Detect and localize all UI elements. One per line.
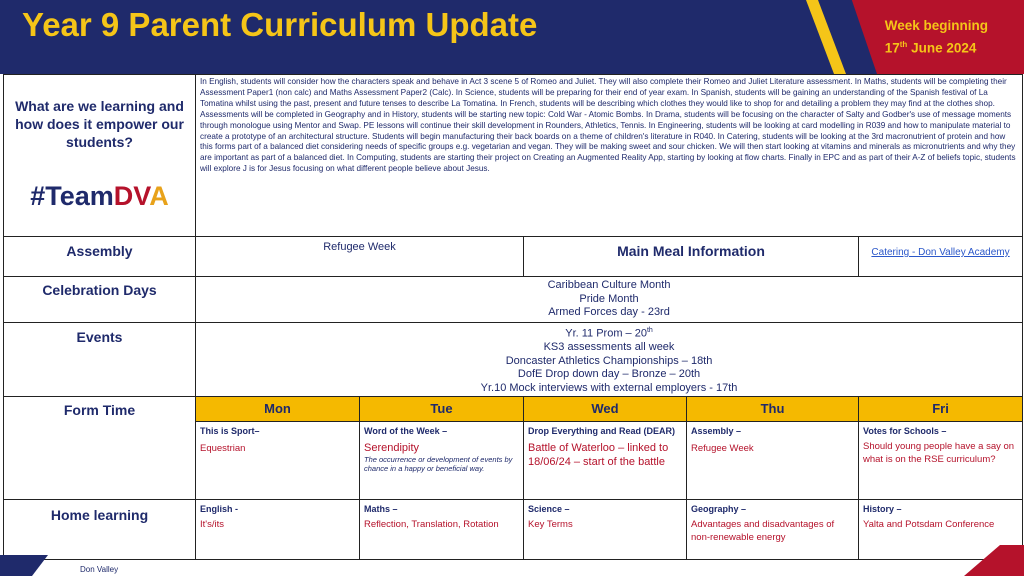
celebration-item: Pride Month [579, 292, 639, 305]
cell-body: Battle of Waterloo – linked to 18/06/24 – start of the battle [528, 442, 669, 468]
meal-label: Main Meal Information [524, 237, 859, 277]
week-beginning-label: Week beginning [884, 18, 988, 33]
event-item: KS3 assessments all week [543, 341, 675, 354]
cell-body: Advantages and disadvantages of non-renewable energy [691, 519, 835, 543]
assembly-row [4, 237, 1023, 277]
learning-row [4, 75, 1023, 237]
week-beginning [885, 16, 988, 58]
cell-title: English - [200, 504, 238, 514]
form-time-mon [196, 422, 360, 500]
footer-label: Don Valley [80, 565, 119, 574]
cell-title: Assembly – [691, 426, 742, 436]
cell-body: Serendipity [364, 442, 420, 454]
day-mon: Mon [196, 397, 360, 422]
celebration-row [4, 277, 1023, 323]
celebration-label: Celebration Days [4, 277, 196, 323]
day-tue: Tue [360, 397, 524, 422]
event-item [196, 324, 1022, 341]
learning-label: What are we learning and how does it empower our students? [15, 98, 184, 150]
catering-link[interactable]: Catering - Don Valley Academy [871, 247, 1010, 258]
cell-title: Science – [528, 504, 570, 514]
form-time-label: Form Time [4, 397, 196, 500]
hashtag-part-dv: DV [113, 181, 150, 211]
event-item: Doncaster Athletics Championships – 18th [505, 354, 713, 367]
home-learning-tue [360, 500, 524, 560]
form-time-fri [859, 422, 1023, 500]
week-day-suffix: th [899, 40, 908, 49]
curriculum-table [3, 74, 1023, 560]
home-learning-wed [524, 500, 687, 560]
form-time-tue [360, 422, 524, 500]
cell-title: Drop Everything and Read (DEAR) [528, 426, 676, 436]
learning-label-cell [4, 75, 196, 237]
cell-body: Yalta and Potsdam Conference [863, 519, 995, 530]
event-item: Yr.10 Mock interviews with external employers - 17th [480, 381, 738, 394]
cell-body: Equestrian [200, 443, 246, 454]
form-time-thu [687, 422, 859, 500]
team-dva-logo [12, 181, 187, 212]
week-month-year: June 2024 [907, 40, 977, 56]
day-thu: Thu [687, 397, 859, 422]
cell-body: Refugee Week [691, 443, 754, 454]
cell-title: This is Sport– [200, 426, 260, 436]
cell-body: Key Terms [528, 519, 573, 530]
home-learning-thu [687, 500, 859, 560]
event-item: DofE Drop down day – Bronze – 20th [517, 368, 701, 381]
word-definition: The occurrence or development of events by chance in a happy or beneficial way. [364, 455, 513, 473]
home-learning-row [4, 500, 1023, 560]
celebration-list [196, 277, 1023, 323]
yellow-stripe [806, 0, 846, 74]
page-title: Year 9 Parent Curriculum Update [22, 6, 538, 43]
week-date [885, 35, 988, 58]
cell-title: Word of the Week – [364, 426, 448, 436]
event-prom-suffix: th [646, 327, 653, 334]
celebration-item: Caribbean Culture Month [547, 279, 671, 291]
assembly-value: Refugee Week [196, 237, 524, 277]
week-day: 17 [884, 40, 900, 56]
learning-text: In English, students will consider how the characters speak and behave in Act 3 scene 5 of Romeo and Juliet. They will also complete their Romeo and Juliet Literature assessment. In Maths, students will be completing their Assessment Paper1 (non calc) and Maths Assessment Paper2 (Calc). In Science, students will be preparing for their end of year exam. In Spanish, students will be gaining an understanding of the Spanish festival of La Tomatina whilst using the past, present and future tenses to describe La Tomatina. In French, students will be describing which clothes they would like to shop for and detailing a problem they may find at the clothes shop. Assessments will be completed in Geography and in History, students will be starting new topic: Cold War - Atomic Bombs. In Drama, students will be focusing on the character of Salty and Godber's use of message moments through monologue using Mentor and Swap. PE lessons will continue their skill development in Rounders, Athletics, Tennis. In Engineering, students will be looking at card modelling in R039 and how to manipulate material to create a prototype of an architectural structure. Students will begin manufacturing their back boards on a theme of children's literature in R040. In Catering, students will be looking at the 3rd macronutrient of protein and how this forms part of a balanced diet considering needs of specific groups e.g. vegetarian and vegan. They will be making sweet and sour chicken. We will then start looking at vitamins and minerals as micronutrients and why they are important as part of a balanced diet. In Computing, students are starting their project on Creating an Augmented Reality App, starting by looking at flow charts. Finally in EPC and as part of their A-Z of beliefs topic, students will explore J is for Jesus focusing on what different people believe about Jesus. [196, 75, 1023, 237]
header-banner [0, 0, 1024, 74]
events-list [196, 323, 1023, 397]
events-row [4, 323, 1023, 397]
days-header-row [4, 397, 1023, 422]
assembly-label: Assembly [4, 237, 196, 277]
home-learning-mon [196, 500, 360, 560]
cell-body: It's/its [200, 519, 224, 530]
cell-title: Votes for Schools – [863, 426, 947, 436]
event-prom-text: Yr. 11 Prom – 20 [565, 327, 647, 340]
day-wed: Wed [524, 397, 687, 422]
hashtag-part-team: #Team [30, 181, 114, 211]
meal-link-cell [859, 237, 1023, 277]
home-learning-label: Home learning [4, 500, 196, 560]
cell-title: Geography – [691, 504, 747, 514]
cell-body: Should young people have a say on what is on the RSE curriculum? [863, 441, 1015, 465]
cell-title: History – [863, 504, 902, 514]
form-time-wed [524, 422, 687, 500]
events-label: Events [4, 323, 196, 397]
celebration-item: Armed Forces day - 23rd [548, 306, 670, 318]
hashtag-part-a: A [149, 181, 169, 211]
cell-body: Reflection, Translation, Rotation [364, 519, 499, 530]
cell-title: Maths – [364, 504, 398, 514]
day-fri: Fri [859, 397, 1023, 422]
